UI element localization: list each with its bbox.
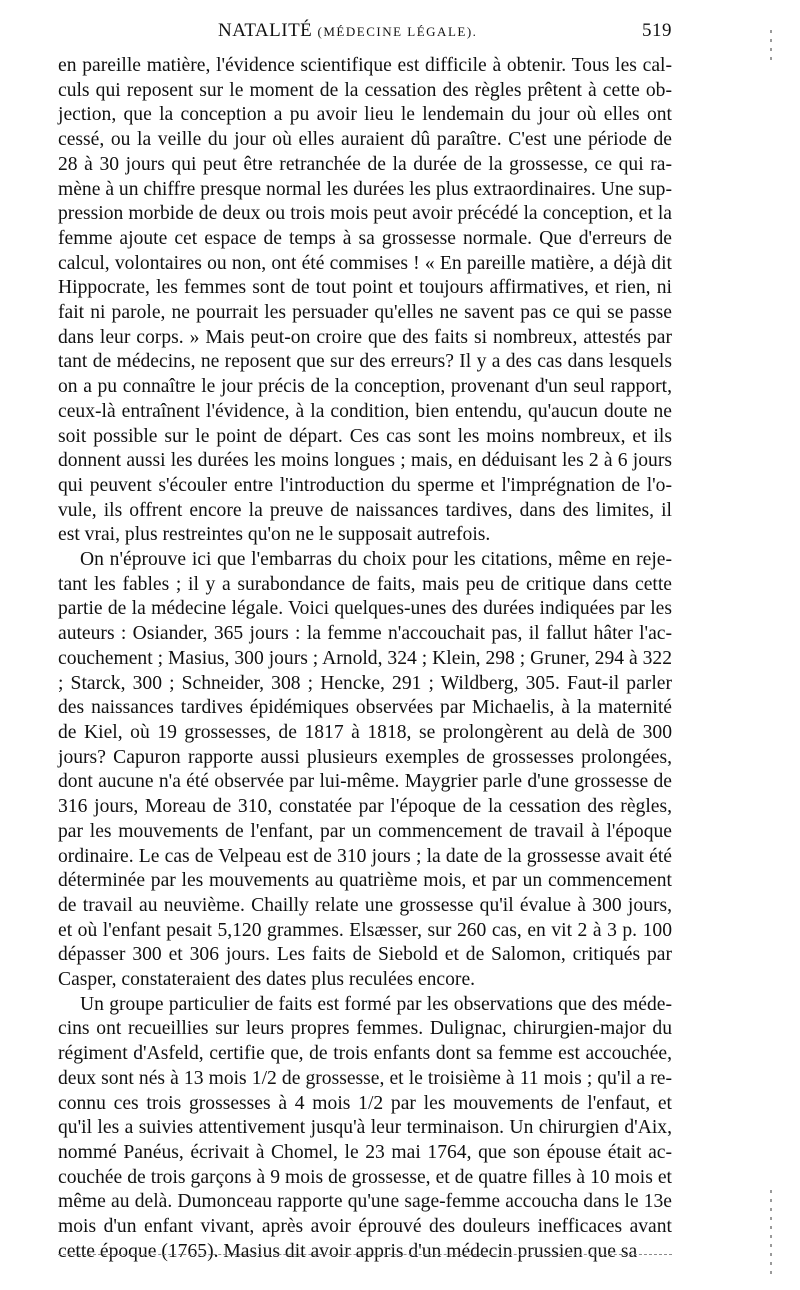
page-number: 519 (642, 20, 672, 41)
paragraph-2: On n'éprouve ici que l'embarras du choix pour les citations, même en rejetant les fables ; il y a surabondance de faits, mais peu de critique dans cette partie de la médecine légale. Voici quelques-unes des durées indiquées par les auteurs : Osiander, 365 jours : la femme n'accouchait pas, il fallut hâter l'accouchement ; Masius, 300 jours ; Arnold, 324 ; Klein, 298 ; Gruner, 294 à 322 ; Starck, 300 ; Schneider, 308 ; Hencke, 291 ; Wildberg, 305. Faut-il parler des naissances tardives épidémiques observées par Michaelis, à la maternité de Kiel, où 19 grossesses, de 1817 à 1818, se prolongèrent au delà de 300 jours? Capuron rapporte aussi plusieurs exemples de grossesses prolongées, dont aucune n'a été observée par lui-même. Maygrier parle d'une grossesse de 316 jours, Moreau de 310, constatée par l'époque de la cessation des règles, par les mouvements de l'enfant, par un commencement de travail à l'époque ordinaire. Le cas de Velpeau est de 310 jours ; la date de la grossesse avait été déterminée par les mouvements au quatrième mois, et par un commencement de travail au neuvième. Chailly relate une grossesse qu'il évalue à 300 jours, et où l'enfant pesait 5,120 grammes. Elsæsser, sur 260 cas, en vit 2 à 3 p. 100 dépasser 300 et 306 jours. Les faits de Siebold et de Salomon, critiqués par Casper, constateraient des dates plus reculées encore. (58, 549, 672, 991)
paragraph-1: en pareille matière, l'évidence scientifique est difficile à obtenir. Tous les calculs qui reposent sur le moment de la cessation des règles prêtent à cette objection, que la conception a pu avoir lieu le lendemain du jour où elles ont cessé, ou la veille du jour où elles auraient dû paraître. C'est une période de 28 à 30 jours qui peut être retranchée de la durée de la grossesse, ce qui ramène à un chiffre presque normal les durées les plus extraordinaires. Une suppression morbide de deux ou trois mois peut avoir précédé la conception, et la femme ajoute cet espace de temps à sa grossesse normale. Que d'erreurs de calcul, volontaires ou non, ont été commises ! « En pareille matière, a déjà dit Hippocrate, les femmes sont de tout point et toujours affirmatives, et rien, ni fait ni parole, ne pourrait les persuader qu'elles ne savent pas ce qui se passe dans leur corps. » Mais peut-on croire que des faits si nombreux, attestés par tant de médecins, ne reposent que sur des erreurs? Il y a des cas dans lesquels on a pu connaître le jour précis de la conception, provenant d'un seul rapport, ceux-là entraînent l'évidence, à la condition, bien entendu, qu'aucun doute ne soit possible sur le point de départ. Ces cas sont les moins nombreux, et ils donnent aussi les durées les moins longues ; mais, en déduisant les 2 à 6 jours qui peuvent s'écouler entre l'introduction du sperme et l'imprégnation de l'ovule, ils offrent encore la preuve de naissances tardives, dans des limites, il est vrai, plus restreintes qu'on ne le supposait autrefois. (58, 55, 672, 546)
book-page (58, 20, 672, 1264)
running-head (58, 20, 672, 46)
margin-scan-mark (770, 30, 772, 60)
running-head-subtitle: (MÉDECINE LÉGALE). (317, 24, 478, 39)
margin-scan-mark (770, 1190, 772, 1280)
bottom-rule (58, 1254, 672, 1255)
body-text (58, 54, 672, 1264)
running-head-main: NATALITÉ (218, 20, 313, 41)
running-head-title (218, 20, 477, 42)
paragraph-3: Un groupe particulier de faits est formé par les observations que des médecins ont recueillies sur leurs propres femmes. Dulignac, chirurgien-major du régiment d'Asfeld, certifie que, de trois enfants dont sa femme est accouchée, deux sont nés à 13 mois 1/2 de grossesse, et le troisième à 11 mois ; qu'il a reconnu ces trois grossesses à 4 mois 1/2 par les mouvements de l'enfaut, et qu'il les a suivies attentivement jusqu'à leur terminaison. Un chirurgien d'Aix, nommé Panéus, écrivait à Chomel, le 23 mai 1764, que son épouse était accouchée de trois garçons à 9 mois de grossesse, et de quatre filles à 10 mois et même au delà. Dumonceau rapporte qu'une sage-femme accoucha dans le 13e mois d'un enfant vivant, après avoir éprouvé des douleurs inefficaces avant cette époque (1765). Masius dit avoir appris d'un médecin prussien que sa (58, 993, 672, 1262)
